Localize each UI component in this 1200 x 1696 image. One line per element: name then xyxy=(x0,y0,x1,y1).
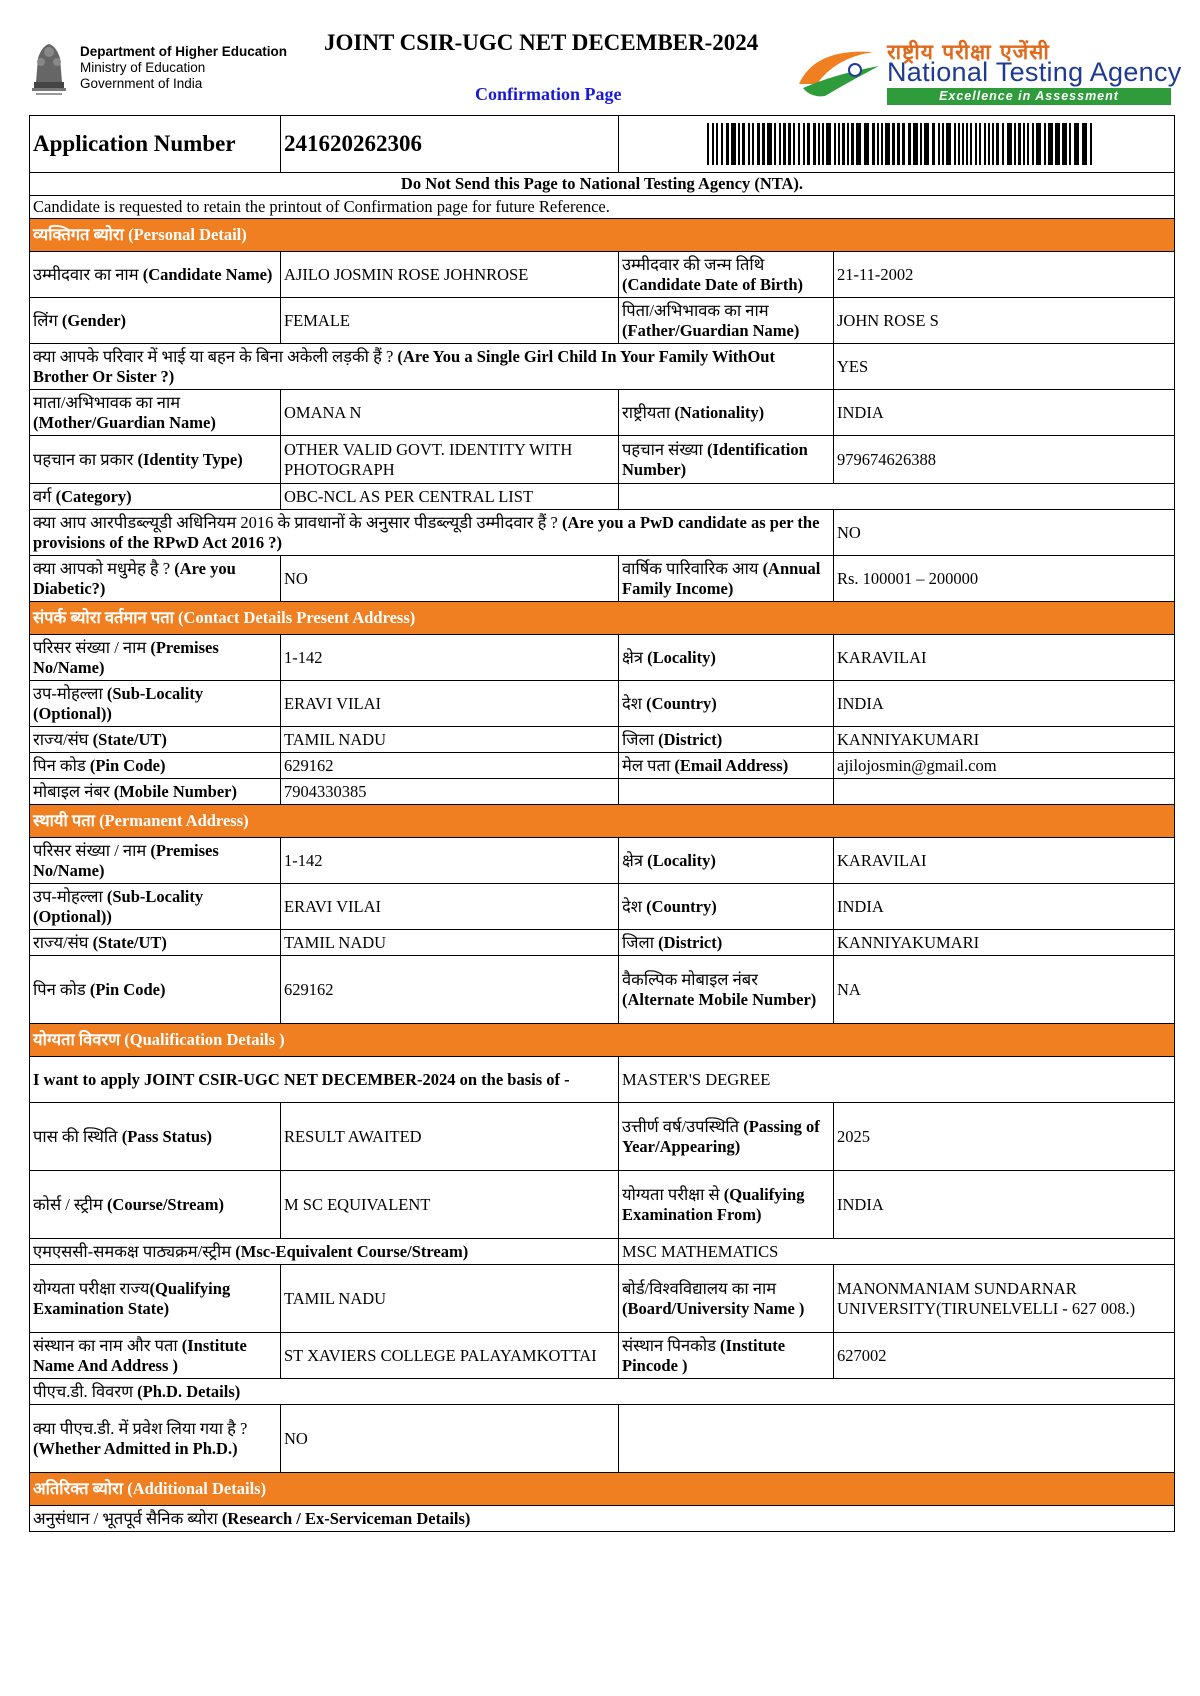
section-heading-hi: अतिरिक्त ब्योरा xyxy=(33,1479,124,1498)
label-en: (Nationality) xyxy=(674,402,765,422)
label-hi: मेल पता xyxy=(622,755,671,775)
empty-cell xyxy=(834,779,1175,805)
label-hi: वर्ग xyxy=(33,486,52,506)
label-hi: मोबाइल नंबर xyxy=(33,781,110,801)
section-additional xyxy=(30,1473,1175,1506)
government-name: Government of India xyxy=(80,76,203,91)
label-hi: वैकल्पिक मोबाइल नंबर xyxy=(622,969,758,989)
label-en: (District) xyxy=(658,932,723,952)
application-number-row xyxy=(30,116,1175,173)
label-hi: परिसर संख्या / नाम xyxy=(33,840,147,860)
table-row xyxy=(30,1239,1175,1265)
page-header xyxy=(0,0,1200,110)
page-subtitle: Confirmation Page xyxy=(475,84,622,104)
diabetic-value: NO xyxy=(281,556,619,602)
notice-row xyxy=(30,173,1175,196)
national-emblem-icon xyxy=(28,38,70,100)
empty-cell xyxy=(619,779,834,805)
label-en: (Are You a Single Girl Child In Your Family WithOut Brother Or Sister ?) xyxy=(33,346,775,386)
mobile-value: 7904330385 xyxy=(281,779,619,805)
label-en: (Whether Admitted in Ph.D.) xyxy=(33,1438,238,1458)
label-en: (Pin Code) xyxy=(89,979,166,999)
email-value: ajilojosmin@gmail.com xyxy=(834,753,1175,779)
section-permanent-address xyxy=(30,805,1175,838)
section-heading-en: (Personal Detail) xyxy=(128,225,247,244)
label-en: (Premises No/Name) xyxy=(33,840,219,880)
label-en: (Candidate Date of Birth) xyxy=(622,274,804,294)
nta-logo xyxy=(795,38,1182,106)
state-value: TAMIL NADU xyxy=(281,727,619,753)
label-hi: संस्थान पिनकोड xyxy=(622,1335,716,1355)
label-hi: वार्षिक पारिवारिक आय xyxy=(622,558,759,578)
label-hi: राज्य/संघ xyxy=(33,729,89,749)
confirmation-table xyxy=(29,115,1175,1532)
qualifying-state-value: TAMIL NADU xyxy=(281,1265,619,1333)
basis-value: MASTER'S DEGREE xyxy=(619,1057,1175,1103)
label-en: (Institute Pincode ) xyxy=(622,1335,786,1375)
page-title: JOINT CSIR-UGC NET DECEMBER-2024 xyxy=(324,30,759,55)
locality-value: KARAVILAI xyxy=(834,635,1175,681)
label-hi: बोर्ड/विश्वविद्यालय का नाम xyxy=(622,1278,777,1298)
income-value: Rs. 100001 – 200000 xyxy=(834,556,1175,602)
label-en: (Institute Name And Address ) xyxy=(33,1335,247,1375)
retain-notice: Candidate is requested to retain the printout of Confirmation page for future Reference. xyxy=(30,196,1175,219)
label-en: (Board/University Name ) xyxy=(622,1298,805,1318)
table-row xyxy=(30,1265,1175,1333)
nta-tagline: Excellence in Assessment xyxy=(887,88,1171,105)
section-heading-hi: स्थायी पता xyxy=(33,811,95,830)
section-heading-en: (Qualification Details ) xyxy=(124,1030,285,1049)
label-en: (Passing of Year/Appearing) xyxy=(622,1116,820,1156)
barcode-icon xyxy=(623,121,1093,167)
label-hi: राज्य/संघ xyxy=(33,932,89,952)
label-en: (Ph.D. Details) xyxy=(137,1381,241,1401)
label-en: (Mobile Number) xyxy=(113,781,237,801)
label-en: (Father/Guardian Name) xyxy=(622,320,800,340)
label-en: (Qualifying Examination State) xyxy=(33,1278,231,1318)
do-not-send-notice: Do Not Send this Page to National Testing Agency (NTA). xyxy=(30,173,1175,196)
district-value: KANNIYAKUMARI xyxy=(834,930,1175,956)
section-personal xyxy=(30,219,1175,252)
label-en: (District) xyxy=(658,729,723,749)
label-en: (Pin Code) xyxy=(89,755,166,775)
table-row xyxy=(30,635,1175,681)
label-hi: पिता/अभिभावक का नाम xyxy=(622,300,769,320)
sub-locality-value: ERAVI VILAI xyxy=(281,681,619,727)
label-en: (Sub-Locality (Optional)) xyxy=(33,683,204,723)
institute-value: ST XAVIERS COLLEGE PALAYAMKOTTAI xyxy=(281,1333,619,1379)
table-row xyxy=(30,1103,1175,1171)
gender-value: FEMALE xyxy=(281,298,619,344)
label-hi: परिसर संख्या / नाम xyxy=(33,637,147,657)
label-en: (State/UT) xyxy=(92,729,167,749)
label-en: (Alternate Mobile Number) xyxy=(622,989,817,1009)
label-en: (Country) xyxy=(646,896,717,916)
university-value: MANONMANIAM SUNDARNAR UNIVERSITY(TIRUNELVELLI - 627 008.) xyxy=(834,1265,1175,1333)
table-row xyxy=(30,930,1175,956)
retain-row xyxy=(30,196,1175,219)
label-hi: पिन कोड xyxy=(33,979,86,999)
label-en: (Qualifying Examination From) xyxy=(622,1184,805,1224)
label-en: (Gender) xyxy=(61,310,127,330)
label-hi: जिला xyxy=(622,729,654,749)
section-qualification xyxy=(30,1024,1175,1057)
section-heading-hi: योग्यता विवरण xyxy=(33,1030,121,1049)
label-hi: अनुसंधान / भूतपूर्व सैनिक ब्योरा xyxy=(33,1508,218,1528)
table-row xyxy=(30,556,1175,602)
ministry-name: Ministry of Education xyxy=(80,60,206,75)
label-hi: योग्यता परीक्षा राज्य xyxy=(33,1278,150,1298)
table-row xyxy=(30,390,1175,436)
table-row xyxy=(30,1379,1175,1405)
label-en: (Country) xyxy=(646,693,717,713)
state-value: TAMIL NADU xyxy=(281,930,619,956)
application-number-value: 241620262306 xyxy=(281,116,619,173)
label-hi: उत्तीर्ण वर्ष/उपस्थिति xyxy=(622,1116,740,1136)
label-hi: क्षेत्र xyxy=(622,647,643,667)
label-hi: क्या आपको मधुमेह है ? xyxy=(33,558,171,578)
label-en: (Annual Family Income) xyxy=(622,558,821,598)
father-name-value: JOHN ROSE S xyxy=(834,298,1175,344)
passing-year-value: 2025 xyxy=(834,1103,1175,1171)
table-row xyxy=(30,510,1175,556)
label-en: (Are you Diabetic?) xyxy=(33,558,236,598)
label-hi: उम्मीदवार की जन्म तिथि xyxy=(622,254,765,274)
premises-value: 1-142 xyxy=(281,838,619,884)
label-en: (Premises No/Name) xyxy=(33,637,219,677)
ministry-block xyxy=(80,44,287,92)
label-en: (Category) xyxy=(55,486,132,506)
table-row xyxy=(30,252,1175,298)
label-hi: कोर्स / स्ट्रीम xyxy=(33,1194,103,1214)
label-hi: उम्मीदवार का नाम xyxy=(33,264,139,284)
label-hi: क्षेत्र xyxy=(622,850,643,870)
country-value: INDIA xyxy=(834,884,1175,930)
section-heading-en: (Contact Details Present Address) xyxy=(178,608,416,627)
label-hi: पहचान का प्रकार xyxy=(33,449,134,469)
table-row xyxy=(30,1405,1175,1473)
label-hi: पिन कोड xyxy=(33,755,86,775)
nta-hindi-name: राष्ट्रीय परीक्षा एजेंसी xyxy=(887,40,1050,64)
phd-admitted-value: NO xyxy=(281,1405,619,1473)
dob-value: 21-11-2002 xyxy=(834,252,1175,298)
single-girl-value: YES xyxy=(834,344,1175,390)
application-number-label: Application Number xyxy=(30,116,281,173)
label-en: (Locality) xyxy=(647,850,716,870)
label-hi: माता/अभिभावक का नाम xyxy=(33,392,181,412)
section-heading-en: (Permanent Address) xyxy=(99,811,249,830)
label-hi: उप-मोहल्ला xyxy=(33,683,103,703)
category-value: OBC-NCL AS PER CENTRAL LIST xyxy=(281,484,619,510)
label-en: (Course/Stream) xyxy=(106,1194,224,1214)
label-en: (Pass Status) xyxy=(121,1126,213,1146)
qualifying-exam-from-value: INDIA xyxy=(834,1171,1175,1239)
label-en: (Identification Number) xyxy=(622,439,808,479)
pin-value: 629162 xyxy=(281,956,619,1024)
country-value: INDIA xyxy=(834,681,1175,727)
table-row xyxy=(30,727,1175,753)
candidate-name-value: AJILO JOSMIN ROSE JOHNROSE xyxy=(281,252,619,298)
pwd-value: NO xyxy=(834,510,1175,556)
identification-number-value: 979674626388 xyxy=(834,436,1175,484)
label-hi: लिंग xyxy=(33,310,58,330)
empty-cell xyxy=(619,1405,1175,1473)
barcode-cell xyxy=(619,116,1175,173)
nationality-value: INDIA xyxy=(834,390,1175,436)
nta-swoosh-icon xyxy=(795,44,881,100)
mother-name-value: OMANA N xyxy=(281,390,619,436)
label-hi: पीएच.डी. विवरण xyxy=(33,1381,134,1401)
label-en: (State/UT) xyxy=(92,932,167,952)
institute-pincode-value: 627002 xyxy=(834,1333,1175,1379)
table-row xyxy=(30,956,1175,1024)
label-hi: पास की स्थिति xyxy=(33,1126,118,1146)
pin-value: 629162 xyxy=(281,753,619,779)
table-row xyxy=(30,1171,1175,1239)
label-hi: देश xyxy=(622,693,642,713)
locality-value: KARAVILAI xyxy=(834,838,1175,884)
table-row xyxy=(30,436,1175,484)
msc-course-value: MSC MATHEMATICS xyxy=(619,1239,1175,1265)
section-heading-hi: व्यक्तिगत ब्योरा xyxy=(33,225,124,244)
section-heading-hi: संपर्क ब्योरा वर्तमान पता xyxy=(33,608,174,627)
label-hi: योग्यता परीक्षा से xyxy=(622,1184,720,1204)
label-en: (Identity Type) xyxy=(137,449,243,469)
label-hi: क्या आपके परिवार में भाई या बहन के बिना अकेली लड़की हैं ? xyxy=(33,346,394,366)
table-row xyxy=(30,779,1175,805)
label-en: (Candidate Name) xyxy=(142,264,273,284)
table-row xyxy=(30,1333,1175,1379)
label-hi: जिला xyxy=(622,932,654,952)
label-hi: क्या पीएच.डी. में प्रवेश लिया गया है ? xyxy=(33,1418,248,1438)
label-hi: एमएससी-समकक्ष पाठ्यक्रम/स्ट्रीम xyxy=(33,1241,232,1261)
table-row xyxy=(30,344,1175,390)
section-present-address xyxy=(30,602,1175,635)
label-hi: देश xyxy=(622,896,642,916)
identity-type-value: OTHER VALID GOVT. IDENTITY WITH PHOTOGRAPH xyxy=(281,436,619,484)
label-hi: संस्थान का नाम और पता xyxy=(33,1335,178,1355)
basis-label: I want to apply JOINT CSIR-UGC NET DECEMBER-2024 on the basis of - xyxy=(33,1069,570,1089)
table-row xyxy=(30,1057,1175,1103)
table-row xyxy=(30,681,1175,727)
section-heading-en: (Additional Details) xyxy=(127,1479,267,1498)
dept-name: Department of Higher Education xyxy=(80,44,288,59)
label-hi: पहचान संख्या xyxy=(622,439,703,459)
label-en: (Email Address) xyxy=(674,755,789,775)
label-en: (Mother/Guardian Name) xyxy=(33,412,216,432)
label-en: (Locality) xyxy=(647,647,716,667)
label-en: (Research / Ex-Serviceman Details) xyxy=(221,1508,471,1528)
table-row xyxy=(30,884,1175,930)
alt-mobile-value: NA xyxy=(834,956,1175,1024)
label-en: (Sub-Locality (Optional)) xyxy=(33,886,204,926)
label-en: (Msc-Equivalent Course/Stream) xyxy=(235,1241,469,1261)
pass-status-value: RESULT AWAITED xyxy=(281,1103,619,1171)
table-row xyxy=(30,838,1175,884)
label-hi: राष्ट्रीयता xyxy=(622,402,671,422)
label-hi: उप-मोहल्ला xyxy=(33,886,103,906)
table-row xyxy=(30,753,1175,779)
sub-locality-value: ERAVI VILAI xyxy=(281,884,619,930)
label-hi: क्या आप आरपीडब्ल्यूडी अधिनियम 2016 के प्रावधानों के अनुसार पीडब्ल्यूडी उम्मीदवार हैं ? xyxy=(33,512,558,532)
premises-value: 1-142 xyxy=(281,635,619,681)
table-row xyxy=(30,484,1175,510)
label-en: (Are you a PwD candidate as per the provisions of the RPwD Act 2016 ?) xyxy=(33,512,820,552)
nta-english-name: National Testing Agency xyxy=(887,57,1182,87)
table-row xyxy=(30,298,1175,344)
table-row xyxy=(30,1506,1175,1532)
district-value: KANNIYAKUMARI xyxy=(834,727,1175,753)
course-value: M SC EQUIVALENT xyxy=(281,1171,619,1239)
empty-cell xyxy=(619,484,1175,510)
